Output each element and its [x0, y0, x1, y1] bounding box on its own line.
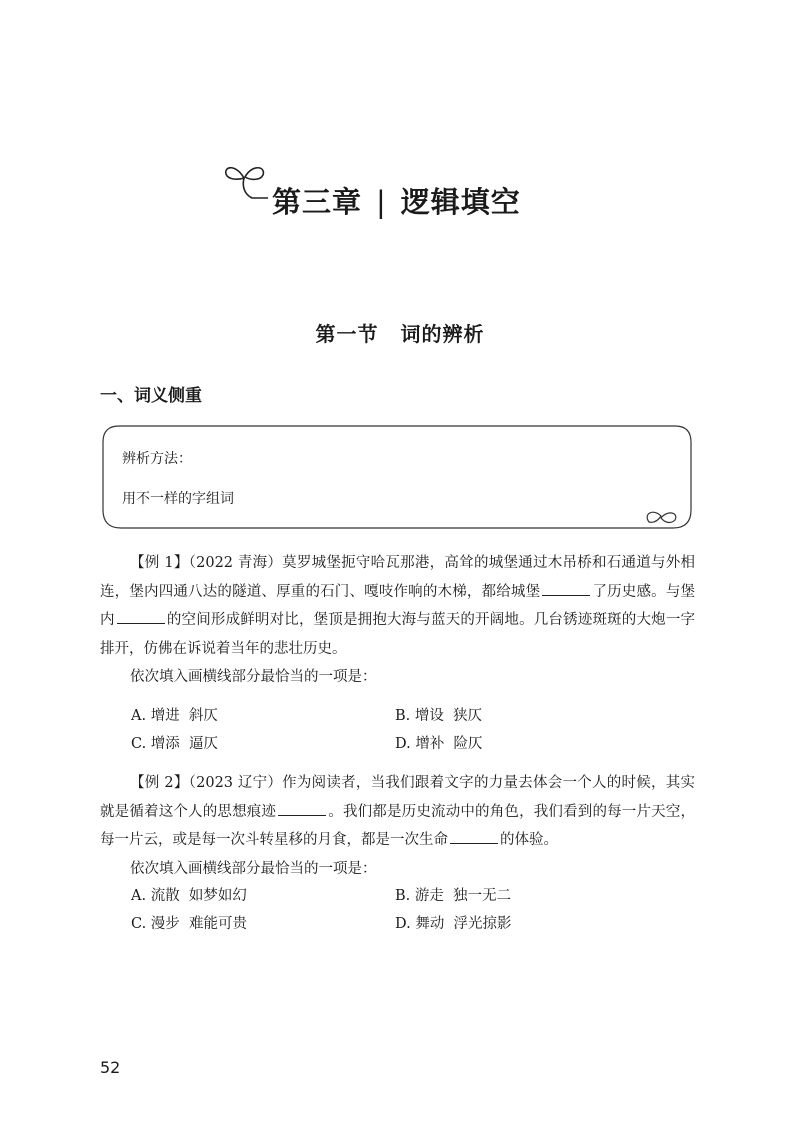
option-label: D. 增补: [395, 736, 445, 752]
option-d: [395, 732, 483, 753]
option-d: [395, 912, 512, 933]
example-2-options-row-2: [131, 912, 691, 936]
example-2-question: 依次填入画横线部分最恰当的一项是：: [130, 860, 377, 877]
option-b: [395, 884, 511, 905]
example-1-text-part-2: 了历史感。与堡内: [100, 583, 696, 628]
leaf-icon: [647, 512, 676, 522]
example-2-source: （2023 辽宁）: [188, 775, 283, 791]
option-label: C. 漫步: [131, 916, 180, 932]
option-c: [131, 732, 218, 753]
section-title: [0, 318, 800, 347]
example-2: [100, 769, 695, 883]
option-a: [131, 704, 218, 725]
fill-blank: [542, 581, 590, 596]
method-box-frame: [101, 424, 693, 530]
option-words: 如梦如幻: [188, 888, 247, 904]
example-1-tag: 【例 1】: [130, 555, 189, 571]
chapter-heading: [222, 158, 542, 228]
chapter-separator: |: [376, 185, 387, 219]
example-2-options-row-1: [131, 884, 691, 908]
example-2-text-part-2: 。我们都是历史流动中的角色，我们看到的每一片天空，每一片云，或是每一次斗转星移的月食，都是一次生命: [100, 803, 695, 848]
example-1-text-part-3: 的空间形成鲜明对比，堡顶是拥抱大海与蓝天的开阔地。几台锈迹斑斑的大炮一字排开，仿佛在诉说着当年的悲壮历史。: [100, 612, 696, 657]
option-label: B. 增设: [395, 708, 444, 724]
example-1-text: [100, 549, 695, 663]
fill-blank: [117, 609, 165, 624]
option-words: 险仄: [453, 736, 483, 752]
option-label: B. 游走: [395, 888, 444, 904]
chapter-title: [272, 180, 521, 221]
chapter-number: 第三章: [272, 185, 363, 219]
example-2-text: [100, 769, 695, 855]
option-words: 斜仄: [188, 708, 218, 724]
page-number: 52: [100, 1058, 121, 1077]
example-1: [100, 549, 695, 692]
option-words: 独一无二: [453, 888, 512, 904]
method-text: 用不一样的字组词: [122, 491, 234, 507]
option-words: 狭仄: [453, 708, 483, 724]
fill-blank: [450, 829, 498, 844]
example-1-source: （2022 青海）: [188, 555, 283, 571]
option-b: [395, 704, 482, 725]
fill-blank: [278, 801, 326, 816]
option-c: [131, 912, 247, 933]
example-1-options-row-2: [131, 732, 691, 756]
option-words: 难能可贵: [189, 916, 248, 932]
option-label: A. 增进: [131, 708, 180, 724]
option-words: 逼仄: [189, 736, 219, 752]
example-2-text-part-3: 的体验。: [500, 832, 558, 848]
option-a: [131, 884, 247, 905]
section-name: 词的辨析: [400, 322, 485, 346]
example-1-question: 依次填入画横线部分最恰当的一项是：: [130, 669, 377, 685]
chapter-subtitle: 逻辑填空: [400, 185, 521, 219]
option-words: 浮光掠影: [453, 916, 512, 932]
subsection-title: 一、词义侧重: [100, 386, 202, 406]
example-1-text-part-1: 莫罗城堡扼守哈瓦那港，高耸的城堡通过木吊桥和石通道与外相连，堡内四通八达的隧道、厚重的石门、嘎吱作响的木梯，都给城堡: [100, 555, 695, 600]
method-label: 辨析方法：: [122, 451, 192, 467]
example-1-options-row-1: [131, 704, 691, 728]
section-number: 第一节: [315, 322, 379, 346]
method-box: [101, 424, 693, 530]
option-label: A. 流散: [131, 888, 180, 904]
example-2-tag: 【例 2】: [130, 775, 189, 791]
example-2-text-part-1: 作为阅读者，当我们跟着文字的力量去体会一个人的时候，其实就是循着这个人的思想痕迹: [100, 775, 695, 820]
option-label: C. 增添: [131, 736, 180, 752]
option-label: D. 舞动: [395, 916, 445, 932]
